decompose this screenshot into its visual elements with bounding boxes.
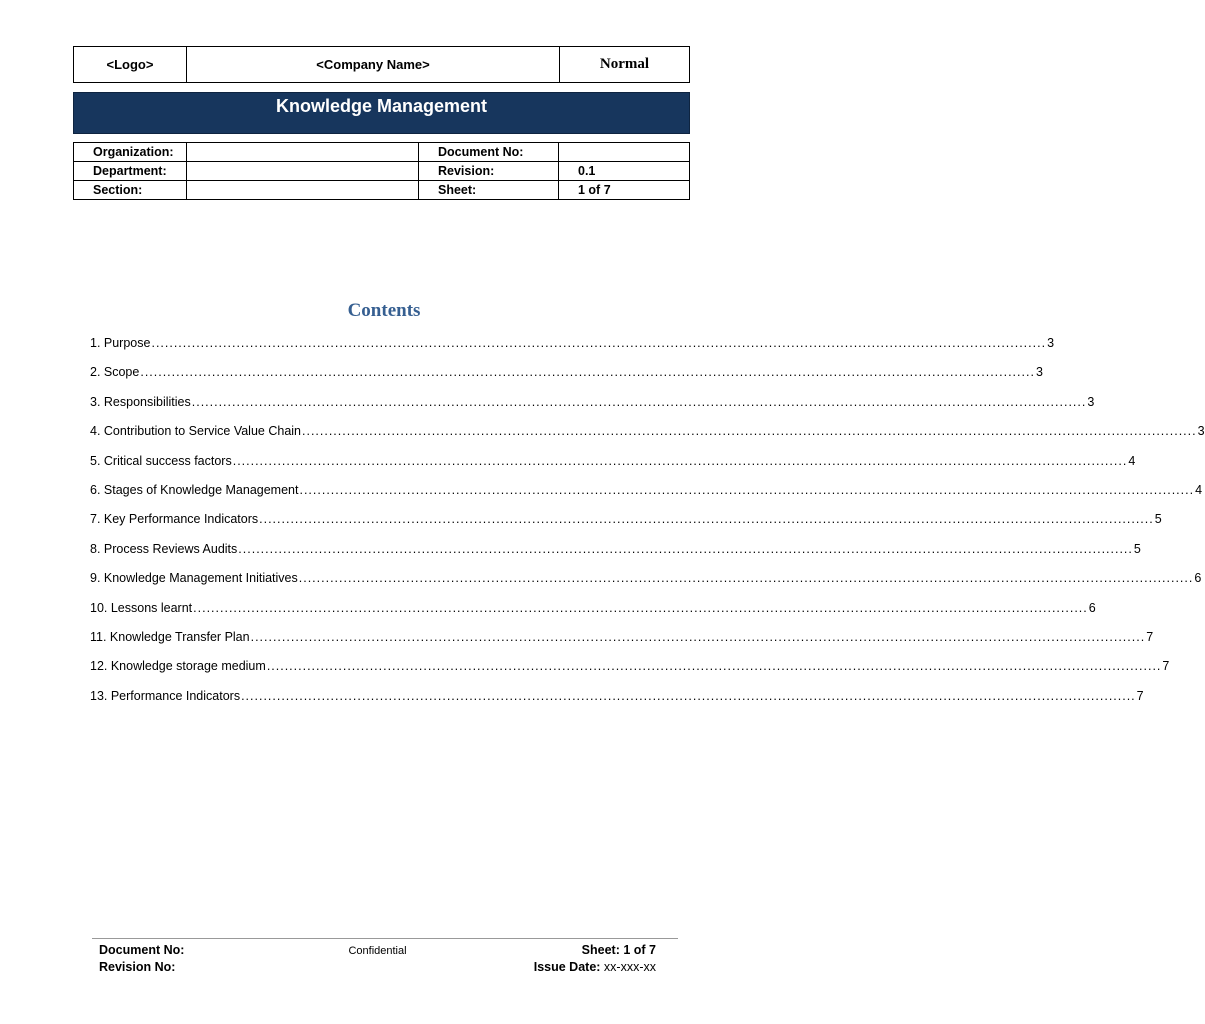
document-info-table: [73, 142, 690, 200]
toc-item-page: 5: [1133, 541, 1141, 556]
section-value: [187, 181, 419, 200]
toc-item-page: 7: [1136, 688, 1144, 703]
organization-label: Organization:: [74, 143, 187, 162]
toc-item-label: 3. Responsibilities: [90, 394, 191, 409]
footer-divider: [92, 938, 678, 939]
toc-item[interactable]: [90, 365, 1043, 394]
toc-item-label: 9. Knowledge Management Initiatives: [90, 571, 298, 586]
toc-leader-dots: ........................................................................................................................................................................................................: [238, 541, 1133, 556]
toc-item-label: 13. Performance Indicators: [90, 688, 241, 703]
toc-item-label: 4. Contribution to Service Value Chain: [90, 424, 301, 439]
toc-item-label: 7. Key Performance Indicators: [90, 512, 259, 527]
toc-item[interactable]: [90, 571, 1202, 600]
toc-leader-dots: ........................................................................................................................................................................................................: [259, 512, 1154, 527]
sheet-value: 1 of 7: [559, 181, 690, 200]
footer-issue-date-label: Issue Date:: [533, 960, 601, 974]
toc-item[interactable]: [90, 482, 1203, 512]
toc-item[interactable]: [90, 424, 1205, 453]
toc-leader-dots: ........................................................................................................................................................................................................: [299, 482, 1195, 497]
toc-item-label: 2. Scope: [90, 365, 140, 380]
toc-item[interactable]: [90, 629, 1154, 659]
revision-label: Revision:: [419, 162, 559, 181]
toc-item-page: 3: [1047, 336, 1055, 350]
section-label: Section:: [74, 181, 187, 200]
toc-item-page: 3: [1035, 365, 1043, 380]
toc-item-label: 11. Knowledge Transfer Plan: [90, 629, 250, 644]
footer-sheet: Sheet: 1 of 7: [581, 943, 656, 957]
toc-leader-dots: ........................................................................................................................................................................................................: [232, 453, 1128, 468]
toc-item-page: 7: [1146, 629, 1154, 644]
department-label: Department:: [74, 162, 187, 181]
toc-item[interactable]: [90, 453, 1136, 483]
toc-item-page: 4: [1195, 482, 1203, 497]
table-of-contents: [90, 336, 1205, 718]
toc-item-page: 6: [1088, 600, 1096, 615]
toc-item-label: 1. Purpose: [90, 336, 151, 350]
document-no-label: Document No:: [419, 143, 559, 162]
toc-item-label: 10. Lessons learnt: [90, 600, 193, 615]
organization-value: [187, 143, 419, 162]
footer-issue-date-value: xx-xxx-xx: [603, 960, 656, 974]
logo-placeholder: <Logo>: [74, 47, 187, 83]
toc-item-label: 12. Knowledge storage medium: [90, 659, 266, 674]
toc-item-page: 7: [1162, 659, 1170, 674]
toc-leader-dots: ........................................................................................................................................................................................................: [302, 424, 1197, 439]
classification-label: Normal: [560, 47, 690, 83]
toc-leader-dots: ........................................................................................................................................................................................................: [151, 336, 1047, 350]
revision-value: 0.1: [559, 162, 690, 181]
toc-item[interactable]: [90, 336, 1055, 365]
toc-item[interactable]: [90, 394, 1095, 424]
toc-leader-dots: ........................................................................................................................................................................................................: [266, 659, 1162, 674]
toc-item-page: 4: [1128, 453, 1136, 468]
toc-leader-dots: ........................................................................................................................................................................................................: [191, 394, 1087, 409]
toc-item-label: 8. Process Reviews Audits: [90, 541, 238, 556]
toc-item-page: 6: [1194, 571, 1202, 586]
header-table: [73, 46, 690, 83]
department-value: [187, 162, 419, 181]
toc-item[interactable]: [90, 688, 1144, 718]
toc-item[interactable]: [90, 659, 1170, 688]
toc-leader-dots: ........................................................................................................................................................................................................: [140, 365, 1035, 380]
footer-revision-no: Revision No:: [99, 960, 176, 974]
toc-item-page: 3: [1087, 394, 1095, 409]
toc-item[interactable]: [90, 512, 1162, 541]
toc-leader-dots: ........................................................................................................................................................................................................: [298, 571, 1194, 586]
toc-leader-dots: ........................................................................................................................................................................................................: [250, 629, 1146, 644]
toc-item-page: 5: [1154, 512, 1162, 527]
footer-confidential: Confidential: [348, 945, 407, 957]
toc-item-page: 3: [1197, 424, 1205, 439]
document-no-value: [559, 143, 690, 162]
company-name: <Company Name>: [187, 47, 560, 83]
toc-item[interactable]: [90, 600, 1096, 630]
sheet-label: Sheet:: [419, 181, 559, 200]
page-footer: [99, 943, 656, 977]
footer-issue-date: [534, 960, 656, 974]
document-title: Knowledge Management: [73, 92, 690, 134]
contents-heading: Contents: [347, 300, 421, 321]
toc-leader-dots: ........................................................................................................................................................................................................: [241, 688, 1136, 703]
toc-leader-dots: ........................................................................................................................................................................................................: [193, 600, 1088, 615]
toc-item-label: 5. Critical success factors: [90, 453, 232, 468]
footer-document-no: Document No:: [99, 943, 185, 957]
toc-item-label: 6. Stages of Knowledge Management: [90, 482, 299, 497]
toc-item[interactable]: [90, 541, 1141, 571]
